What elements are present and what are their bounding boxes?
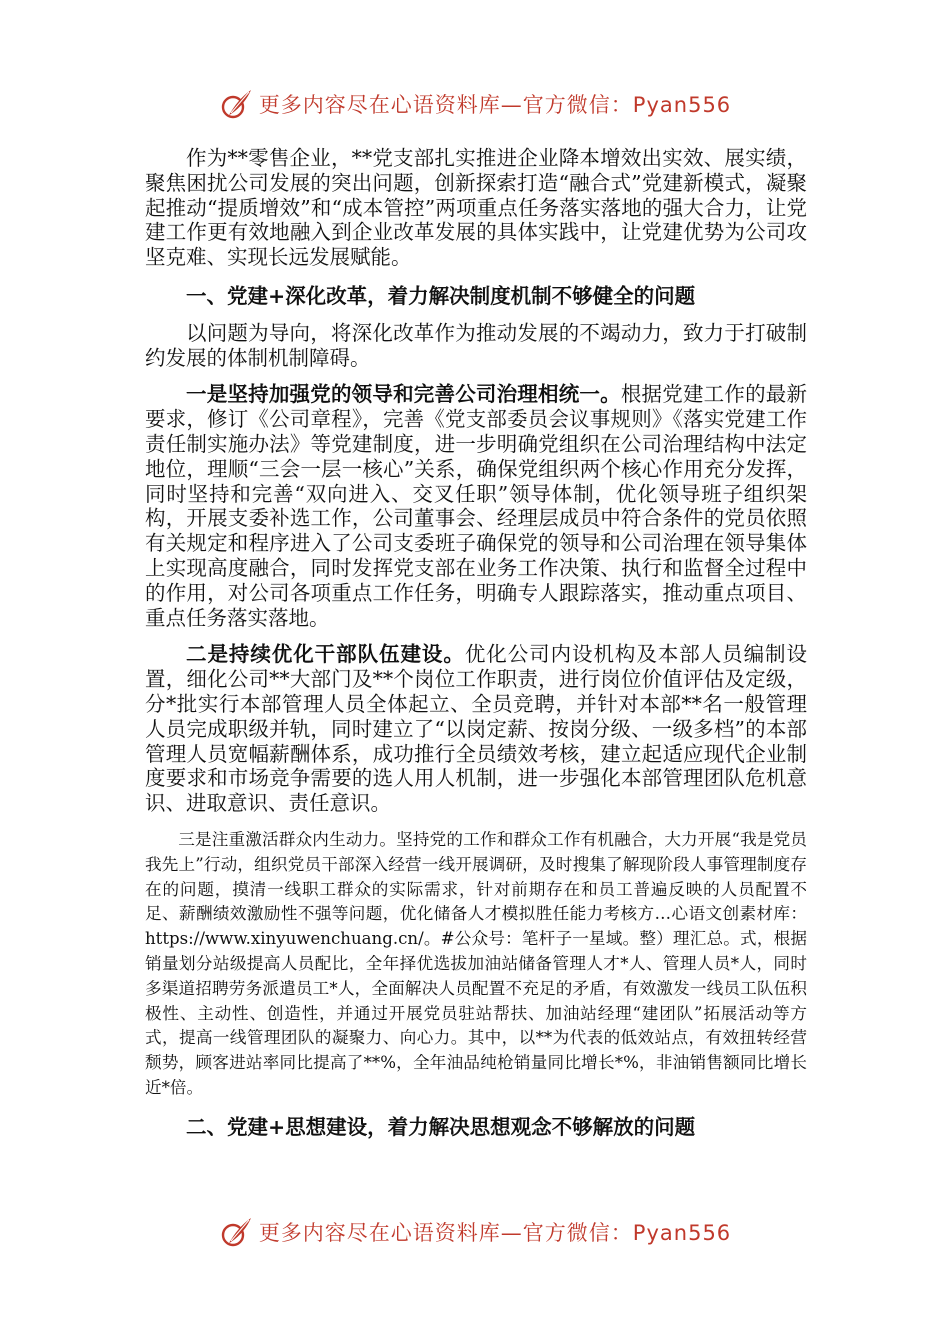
feather-pen-logo-icon <box>219 87 253 121</box>
header-banner <box>0 84 950 124</box>
banner-text: 更多内容尽在心语资料库—官方微信：Pyan556 <box>258 93 732 117</box>
point-1-body: 根据党建工作的最新要求，修订《公司章程》，完善《党支部委员会议事规则》《落实党建工作责任制实施办法》等党建制度，进一步明确党组织在公司治理结构中法定地位，理顺“三会一层一核心”关系，确保党组织两个核心作用充分发挥，同时坚持和完善“双向进入、交叉任职”领导体制，优化领导班子组织架构，开展支委补选工作，公司董事会、经理层成员中符合条件的党员依照有关规定和程序进入了公司支委班子确保党的领导和公司治理在领导集体上实现高度融合，同时发挥党支部在业务工作决策、执行和监督全过程中的作用，对公司各项重点工作任务，明确专人跟踪落实，推动重点项目、重点任务落实落地。 <box>145 382 807 630</box>
document-body <box>145 146 807 1139</box>
footer-banner <box>0 1212 950 1252</box>
section-2-heading: 二、党建+思想建设，着力解决思想观念不够解放的问题 <box>186 1114 696 1139</box>
section-1-intro: 以问题为导向，将深化改革作为推动发展的不竭动力，致力于打破制约发展的体制机制障碍。 <box>145 320 807 370</box>
section-1-point-3: 三是注重激活群众内生动力。坚持党的工作和群众工作有机融合，大力开展“我是党员我先上”行动，组织党员干部深入经营一线开展调研，及时搜集了解现阶段人事管理制度存在的问题，摸清一线职工群众的实际需求，针对前期存在和员工普遍反映的人员配置不足、薪酬绩效激励性不强等问题，优化储备人才模拟胜任能力考核方…心语文创素材库：https://www.xinyuwenchuang.cn/。#公众号：笔杆子一星域。整）理汇总。式，根据销量划分站级提高人员配比，全年择优选拔加油站储备管理人才*人、管理人员*人，同时多渠道招聘劳务派遣员工*人，全面解决人员配置不充足的矛盾，有效激发一线员工队伍积极性、主动性、创造性，并通过开展党员驻站帮扶、加油站经理“建团队”拓展活动等方式，提高一线管理团队的凝聚力、向心力。其中，以**为代表的低效站点，有效扭转经营颓势，顾客进站率同比提高了**%，全年油品纯枪销量同比增长*%，非油销售额同比增长近*倍。 <box>145 829 807 1097</box>
point-1-lead: 一是坚持加强党的领导和完善公司治理相统一。 <box>186 382 621 407</box>
point-2-body: 优化公司内设机构及本部人员编制设置，细化公司**大部门及**个岗位工作职责，进行岗位价值评估及定级，分*批实行本部管理人员全体起立、全员竞聘，并针对本部**名一般管理人员完成职级并轨，同时建立了“以岗定薪、按岗分级、一级多档”的本部管理人员宽幅薪酬体系，成功推行全员绩效考核，建立起适应现代企业制度要求和市场竞争需要的选人用人机制，进一步强化本部管理团队危机意识、进取意识、责任意识。 <box>145 642 808 816</box>
section-1-point-2 <box>145 642 807 816</box>
intro-paragraph: 作为**零售企业，**党支部扎实推进企业降本增效出实效、展实绩，聚焦困扰公司发展的突出问题，创新探索打造“融合式”党建新模式，凝聚起推动“提质增效”和“成本管控”两项重点任务落实落地的强大合力，让党建工作更有效地融入到企业改革发展的具体实践中，让党建优势为公司攻坚克难、实现长远发展赋能。 <box>145 146 807 270</box>
feather-pen-logo-icon <box>219 1215 253 1249</box>
section-1-heading: 一、党建+深化改革，着力解决制度机制不够健全的问题 <box>186 283 696 308</box>
banner-text: 更多内容尽在心语资料库—官方微信：Pyan556 <box>258 1221 732 1245</box>
section-1-point-1 <box>145 382 807 630</box>
point-2-lead: 二是持续优化干部队伍建设。 <box>186 642 465 667</box>
